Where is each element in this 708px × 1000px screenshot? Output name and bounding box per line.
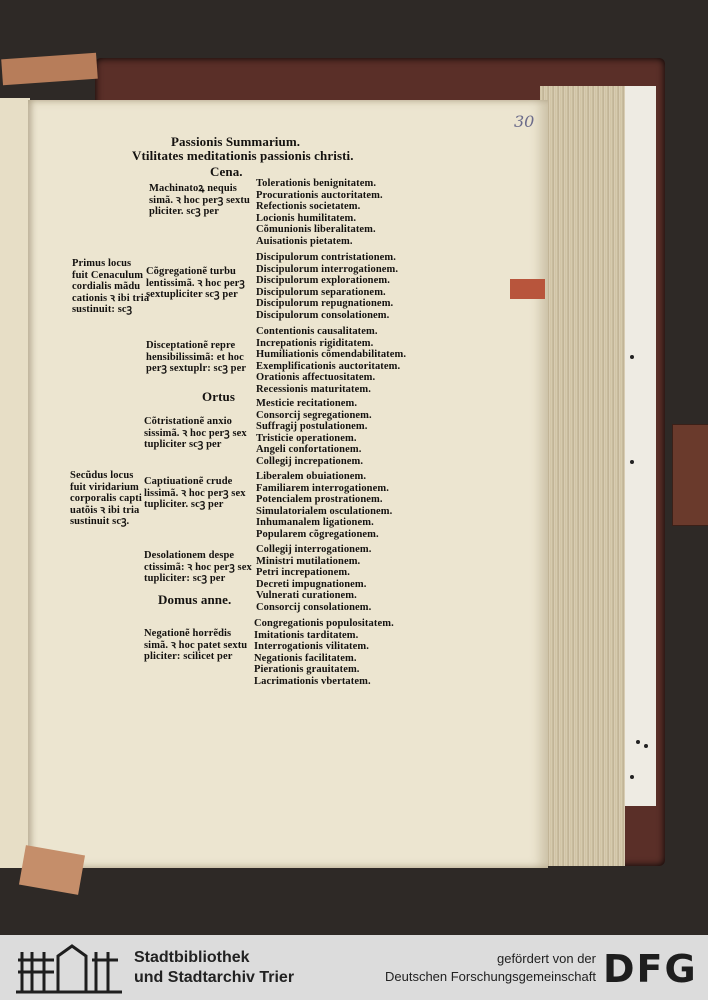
text-line: Cõmunionis liberalitatem. [256,224,376,236]
text-line: Increpationis rigiditatem. [256,337,374,349]
text-line: ctissimã: ꝛ hoc perꝫ sex [144,561,252,573]
text-line: Petri increpationem. [256,567,350,579]
footer-bar [0,935,708,1000]
library-logo-icon [14,942,124,994]
text-line: Simulatorialem osculationem. [256,505,393,517]
text-line: fuit viridarium [70,481,139,493]
text-line: Potencialem prostrationem. [256,494,383,506]
library-name-line1: Stadtbibliothek [134,949,250,966]
text-line: Contentionis causalitatem. [256,326,378,337]
text-line: Congregationis populositatem. [254,618,394,629]
text-line: lentissimã. ꝛ hoc perꝫ [146,277,245,289]
text-line: Locionis humilitatem. [256,212,357,224]
desolatio-right [256,544,371,614]
funding-line1: gefördert von der [496,951,596,966]
left-page-edge [0,98,30,868]
wormhole [630,460,634,464]
text-line: Angeli confortationem. [256,444,362,456]
disceptatio-middle [146,340,246,375]
text-line: Liberalem obuiationem. [256,471,367,482]
text-line: Refectionis societatem. [256,201,361,213]
text-line: Captiuationẽ crude [144,476,233,487]
text-line: cordialis mãdu [72,281,141,293]
text-line: Decreti impugnationem. [256,578,367,590]
text-line: Negationis facilitatem. [254,652,357,664]
text-line: Ministri mutilationem. [256,555,361,567]
wormhole [644,744,648,748]
page-stack-edge [540,86,625,866]
text-line: fuit Cenaculum [72,269,144,281]
text-line: Disceptationẽ repre [146,340,236,351]
text-line: Cõtristationẽ anxio [144,416,232,427]
text-line: Consorcij segregationem. [256,409,372,421]
text-line: Collegij interrogationem. [256,544,372,555]
text-line: Secũdus locus [70,470,134,481]
text-line: Consorcij consolationem. [256,601,372,613]
folio-number: 30 [514,112,535,131]
text-line: pliciter. scꝫ per [149,206,219,218]
text-line: Tristicie operationem. [256,432,357,444]
text-line: simã. ꝛ hoc perꝫ sextu [149,194,250,206]
text-line: Orationis affectuositatem. [256,372,376,384]
text-line: tupliciter scꝫ per [144,439,222,451]
text-line: Collegij increpationem. [256,455,364,467]
text-line: Negationẽ horrẽdis [144,628,232,639]
text-line: Exemplificationis auctoritatem. [256,360,401,372]
text-line: Mesticie recitationem. [256,398,358,409]
printed-page [28,100,548,868]
text-line: Pierationis grauitatem. [254,664,360,676]
text-line: simã. ꝛ hoc patet sextu [144,639,248,651]
text-line: pliciter: scilicet per [144,651,233,663]
text-line: Interrogationis vilitatem. [254,641,369,653]
domus-right [254,618,394,688]
text-line: Discipulorum interrogationem. [256,263,399,275]
library-name-line2: und Stadtarchiv Trier [134,969,295,986]
text-line: Cõgregationẽ turbu [146,266,236,277]
text-line: sustinuit scꝫ. [70,516,130,528]
wormhole [630,775,634,779]
text-line: perꝫ sextuplr: scꝫ per [146,363,247,375]
text-line: Discipulorum explorationem. [256,275,390,287]
text-line: corporalis capti [70,493,142,505]
text-line: Procurationis auctoritatem. [256,189,383,201]
text-line: Discipulorum repugnationem. [256,298,394,310]
domus-middle [144,628,247,663]
cena-right [256,178,383,248]
page-title: Passionis Summarium. [171,134,301,149]
disceptatio-right [256,326,406,396]
text-line: Discipulorum separationem. [256,286,386,298]
text-line: Vulnerati curationem. [256,590,357,602]
text-line: Recessionis maturitatem. [256,383,371,395]
text-line: Familiarem interrogationem. [256,482,389,494]
text-line: sissimã. ꝛ hoc perꝫ sex [144,427,247,439]
text-line: sextupliciter scꝫ per [146,289,238,301]
secundus-left [70,470,142,528]
page-subtitle: Vtilitates meditationis passionis christi. [132,148,354,163]
text-line: Primus locus [72,258,132,269]
heading-domus-anne: Domus anne. [158,592,232,607]
text-line: cationis ꝛ ibi tria [72,292,150,304]
text-line: Humiliationis cõmendabilitatem. [256,349,407,361]
text-line: Machinatoꝝ nequis [149,183,237,194]
text-line: Imitationis tarditatem. [254,629,359,641]
text-line: Inhumanalem ligationem. [256,517,374,529]
wormhole [630,355,634,359]
text-line: Discipulorum consolationem. [256,309,390,321]
desolatio-middle [144,550,252,585]
text-line: lissimã. ꝛ hoc perꝫ sex [144,487,246,499]
text-line: tupliciter. scꝫ per [144,499,224,511]
ortus-middle [144,416,247,451]
text-line: Popularem cõgregationem. [256,528,379,540]
leather-tab-top [1,53,98,86]
ortus-right [256,398,372,468]
cena-middle [149,183,250,218]
primus-left [72,258,149,316]
text-line: Auisationis pietatem. [256,235,353,247]
secundus-middle [144,476,246,511]
primus-right [256,252,398,322]
dfg-logo: DFG [603,947,698,991]
text-line: Desolationem despe [144,550,235,561]
primus-middle [146,266,245,301]
text-line: sustinuit: scꝫ [72,304,133,316]
text-line: hensibilissimã: et hoc [146,351,244,363]
text-line: uatõis ꝛ ibi tria [70,504,140,516]
wormhole [636,740,640,744]
secundus-right [256,471,392,541]
funding-line2: Deutschen Forschungsgemeinschaft [384,969,596,984]
text-line: Suffragij postulationem. [256,421,368,433]
bookmark-ribbon [510,279,545,299]
heading-ortus: Ortus [202,389,235,404]
text-line: Discipulorum contristationem. [256,252,396,263]
text-line: Tolerationis benignitatem. [256,178,377,189]
clasp-strap [672,424,708,526]
text-line: Lacrimationis vbertatem. [254,675,371,687]
text-line: tupliciter: scꝫ per [144,573,226,585]
heading-cena: Cena. [210,164,243,179]
